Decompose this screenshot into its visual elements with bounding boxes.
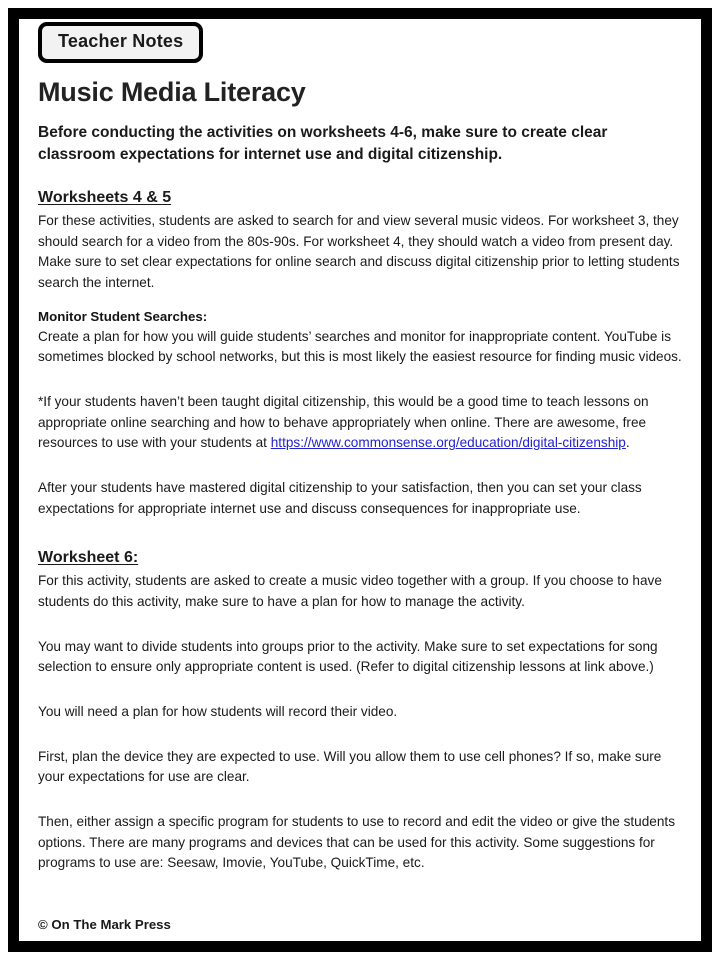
spacer-after-note <box>38 468 684 478</box>
spacer-before-worksheet-6 <box>38 533 684 548</box>
digital-citizenship-note-text: *If your students haven’t been taught digital citizenship, this would be a good time to teach lessons on appropriate online searching and how to behave appropriately when online. There are awesome, free resources to use with your students at <box>38 394 649 451</box>
commonsense-education-link[interactable]: https://www.commonsense.org/education/digital-citizenship <box>270 435 626 451</box>
spacer-worksheet-6-d <box>38 802 684 812</box>
intro-paragraph: Before conducting the activities on worksheets 4-6, make sure to create clear classroom expectations for internet use and digital citizenship. <box>38 123 608 163</box>
section-heading-worksheets-4-5: Worksheets 4 & 5 <box>38 188 172 206</box>
worksheets-4-5-paragraph-4: After your students have mastered digital citizenship to your satisfaction, then you can set your class expectations for appropriate internet use and discuss consequences for inappropriate use. <box>38 480 642 516</box>
teacher-notes-badge: Teacher Notes <box>38 22 203 63</box>
worksheet-6-paragraph-3: You will need a plan for how students will record their video. <box>38 703 398 719</box>
worksheet-6-paragraph-2: You may want to divide students into groups prior to the activity. Make sure to set expectations for song selection to ensure only appropriate content is used. (Refer to digital citizenship lessons at link above.) <box>38 638 658 675</box>
page-content <box>38 22 684 940</box>
spacer-worksheet-6-c <box>38 737 684 747</box>
digital-citizenship-note <box>38 392 684 454</box>
worksheets-4-5-paragraph-2: Create a plan for how you will guide students’ searches and monitor for inappropriate content. YouTube is sometimes blocked by school networks, but this is most likely the easiest resource for finding music videos. <box>38 328 682 365</box>
worksheet-6-paragraph-1: For this activity, students are asked to create a music video together with a group. If you choose to have students do this activity, make sure to have a plan for how to manage the activity. <box>38 573 662 609</box>
worksheet-6-paragraph-4: First, plan the device they are expected to use. Will you allow them to use cell phones? If so, make sure your expectations for use are clear. <box>38 748 662 785</box>
monitor-student-searches-label: Monitor Student Searches: <box>38 309 208 325</box>
badge-row <box>38 22 684 63</box>
page-title: Music Media Literacy <box>38 76 306 107</box>
worksheets-4-5-paragraph-1: For these activities, students are asked to search for and view several music videos. For worksheet 3, they should search for a video from the 80s-90s. For worksheet 4, they should watch a video from present day. Make sure to set clear expectations for online search and discuss digital citizenship prior to letting students search the internet. <box>38 212 680 290</box>
spacer-worksheet-6-b <box>38 692 684 702</box>
section-heading-worksheet-6: Worksheet 6: <box>38 549 139 567</box>
digital-citizenship-note-period: . <box>625 435 630 451</box>
worksheet-6-paragraph-5: Then, either assign a specific program for students to use to record and edit the video or give the students options. There are many programs and devices that can be used for this activity. Some suggestions for programs to use are: Seesaw, Imovie, YouTube, QuickTime, etc. <box>38 813 676 871</box>
section-heading-wrap-worksheets-4-5 <box>38 188 684 210</box>
spacer-worksheet-6-a <box>38 627 684 637</box>
section-heading-wrap-worksheet-6 <box>38 548 684 570</box>
spacer-before-note <box>38 382 684 392</box>
copyright-footer: © On The Mark Press <box>38 917 171 932</box>
